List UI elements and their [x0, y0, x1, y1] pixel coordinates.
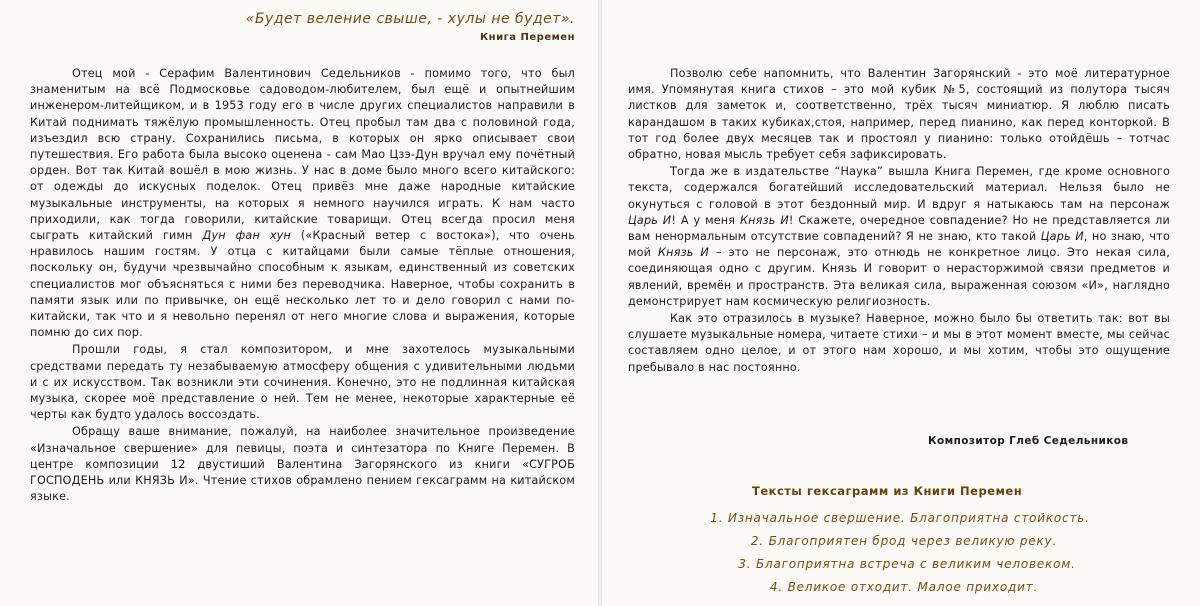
paragraph: Обращу ваше внимание, пожалуй, на наиболее значительное произведение «Изначальное свершение» для певицы, поэта и синтезатора по Книге Перемен. В центре композиции 12 двустиший Валентина Загорянского из книги «СУГРОБ ГОСПОДЕНЬ или КНЯЗЬ И». Чтение стихов обрамлено пением гексаграмм на китайском языке.: [30, 425, 575, 504]
hexagram-item: 3. Благоприятна встреча с великим человеком.: [738, 557, 1076, 571]
paragraph: [30, 66, 575, 341]
paragraph: [628, 164, 1170, 310]
paragraph: Как это отразилось в музыке? Наверное, можно было бы ответить так: вот вы слушаете музыкальные номера, читаете стихи – и мы в этот момент вместе, мы сейчас составляем одно целое, и от этого нам хорошо, и мы хотим, чтобы это ощущение пребывало в нас постоянно.: [628, 312, 1170, 374]
paragraph-text: ! А у меня: [671, 213, 736, 227]
paragraph-text: Отец мой - Серафим Валентинович Седельников - помимо того, что был знаменитым на всё Подмосковье садоводом-любителем, был ещё и опытнейшим инженером-литейщиком, и в 1953 году его в числе других специалистов направили в Китай поднимать тяжёлую промышленность. Отец пробыл там два с половиной года, изъездил всю страну. Сохранились письма, в которых он ярко описывает свои путешествия. Его работа была высоко оценена - сам Мао Цзэ-Дун вручал ему почётный орден. Вот так Китай вошёл в мою жизнь. У нас в доме было много всего китайского: от одежды до искусных поделок. Отец привёз мне даже народные китайские музыкальные инструменты, на которых я немного научился играть. К нам часто приходили, как тогда говорили, китайские товарищи. Отец всегда просил меня сыграть китайский гимн: [30, 67, 575, 243]
hexagram-item: 2. Благоприятен брод через великую реку.: [750, 534, 1058, 548]
epigraph-quote: «Будет веление свыше, - хулы не будет».: [245, 11, 575, 27]
paragraph-text: – это не персонаж, это отнюдь не конкретное лицо. Это некая сила, соединяющая одно с другим. Князь И говорит о нерасторжимой связи предметов и явлений, времён и пространств. Эта великая сила, выраженная союзом «И», наглядно демонстрирует нам космическую религиозность.: [628, 246, 1171, 308]
hexagrams-title: Тексты гексаграмм из Книги Перемен: [752, 484, 1023, 498]
italic-name: Князь И: [740, 213, 789, 227]
epigraph: [165, 10, 575, 43]
italic-name: Царь И: [1040, 230, 1084, 244]
left-page: [0, 0, 598, 606]
paragraph: Прошли годы, я стал композитором, и мне захотелось музыкальными средствами передать ту незабываемую атмосферу общения с удивительными людьми и с их искусством. Так возникли эти сочинения. Конечно, это не подлинная китайская музыка, скорее моё представление о ней. Тем не менее, некоторые характерные её черты как будто удалось воссоздать.: [30, 343, 575, 422]
hexagram-item: 4. Великое отходит. Малое приходит.: [769, 580, 1039, 594]
hexagrams-list: [660, 507, 1140, 599]
italic-name: Князь И: [658, 246, 709, 260]
right-column-text: [628, 66, 1170, 376]
paragraph-text: , но знаю, что мой: [628, 230, 1170, 260]
left-column-text: [30, 66, 575, 505]
hexagram-item: 1. Изначальное свершение. Благоприятна стойкость.: [710, 511, 1090, 525]
italic-name: Царь И: [628, 213, 672, 227]
paragraph-text: Тогда же в издательстве “Наука” вышла Книга Перемен, где кроме основного текста, содержался богатейший исследовательский материал. Нельзя было не окунуться с головой в этот бездонный мир. И вдруг я натыкаюсь там на персонаж: [628, 165, 1170, 211]
paragraph: Позволю себе напомнить, что Валентин Загорянский - это моё литературное имя. Упомянутая книга стихов – это мой кубик №5, состоящий из полутора тысяч листков для заметок и, соответственно, трёх тысяч миниатюр. Я люблю писать карандашом в таких кубиках,стоя, например, перед пианино, как перед конторкой. В тот год более двух месяцев так и простоял у пианино: только отойдёшь – тотчас обратно, новая мысль требует себя зафиксировать.: [628, 67, 1170, 162]
paragraph-text: («Красный ветер с востока»), что очень нравилось нашим гостям. У отца с китайцами были самые тёплые отношения, поскольку он, будучи чрезвычайно способным к языкам, единственный из советских специалистов мог объясняться с ними без переводчика. Наверное, чтобы сохранить в памяти язык или по привычке, он ещё несколько лет то и дело говорил с нами по-китайски, так что и я невольно перенял от него многие слова и выражения, которые помню до сих пор.: [30, 229, 576, 340]
signature: Композитор Глеб Седельников: [928, 435, 1129, 447]
anthem-title: Дун фан хун: [202, 229, 291, 243]
paragraph-text: ! Скажете, очередное совпадение? Но не представляется ли вам ненормальным отсутствие совпадений? Я не знаю, кто такой: [628, 213, 1170, 244]
epigraph-source: Книга Перемен: [479, 32, 575, 43]
